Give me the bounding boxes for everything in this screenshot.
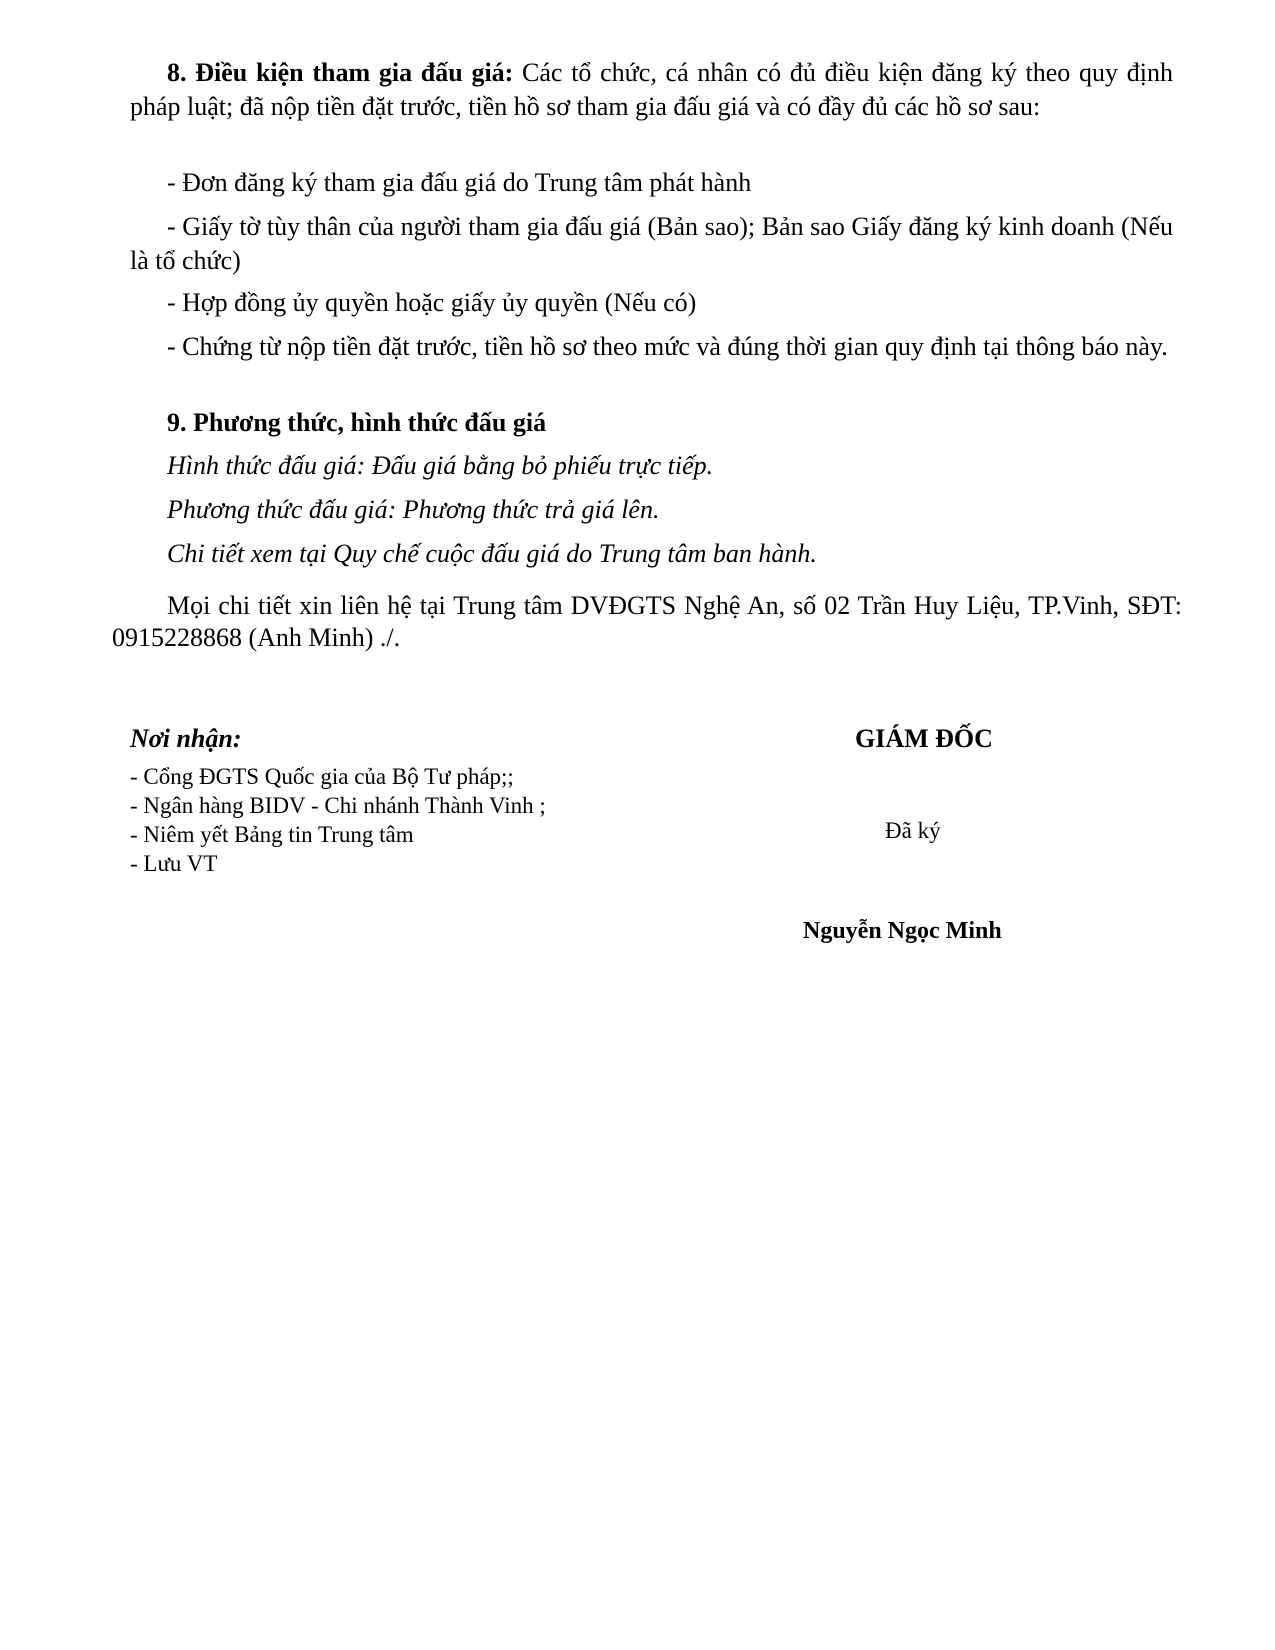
section9-form: Hình thức đấu giá: Đấu giá bằng bỏ phiếu trực tiếp. [167, 451, 714, 480]
section9-details: Chi tiết xem tại Quy chế cuộc đấu giá do Trung tâm ban hành. [167, 539, 817, 568]
section8-heading: 8. Điều kiện tham gia đấu giá: [167, 58, 514, 87]
section8-item-3: - Hợp đồng ủy quyền hoặc giấy ủy quyền (Nếu có) [167, 288, 697, 317]
section8-intro: Các tổ chức, cá nhân có đủ điều kiện đăng ký theo quy định pháp luật; đã nộp tiền đặt trước, tiền hồ sơ tham gia đấu giá và có đầy đủ các hồ sơ sau: [130, 58, 1173, 121]
recipient-item: - Niêm yết Bảng tin Trung tâm [130, 822, 414, 847]
section9-method: Phương thức đấu giá: Phương thức trả giá lên. [167, 495, 660, 524]
signed-note: Đã ký [885, 818, 941, 843]
signer-name: Nguyễn Ngọc Minh [803, 918, 1002, 944]
section9-heading: 9. Phương thức, hình thức đấu giá [167, 408, 547, 437]
section8-item-1: - Đơn đăng ký tham gia đấu giá do Trung tâm phát hành [167, 168, 752, 197]
recipient-item: - Ngân hàng BIDV - Chi nhánh Thành Vinh ; [130, 793, 546, 818]
recipient-item: - Lưu VT [130, 851, 218, 876]
recipient-item: - Cổng ĐGTS Quốc gia của Bộ Tư pháp;; [130, 764, 514, 789]
section8-item-2: - Giấy tờ tùy thân của người tham gia đấu giá (Bản sao); Bản sao Giấy đăng ký kinh doanh (Nếu là tổ chức) [130, 212, 1173, 275]
section8-paragraph [130, 56, 1173, 124]
section8-item-4: - Chứng từ nộp tiền đặt trước, tiền hồ sơ theo mức và đúng thời gian quy định tại thông báo này. [167, 332, 1168, 361]
contact-paragraph: Mọi chi tiết xin liên hệ tại Trung tâm DVĐGTS Nghệ An, số 02 Trần Huy Liệu, TP.Vinh, SĐT: 0915228868 (Anh Minh) ./. [112, 591, 1182, 652]
recipients-list [130, 762, 546, 878]
recipients-title: Nơi nhận: [130, 724, 242, 753]
signer-title: GIÁM ĐỐC [855, 724, 993, 753]
